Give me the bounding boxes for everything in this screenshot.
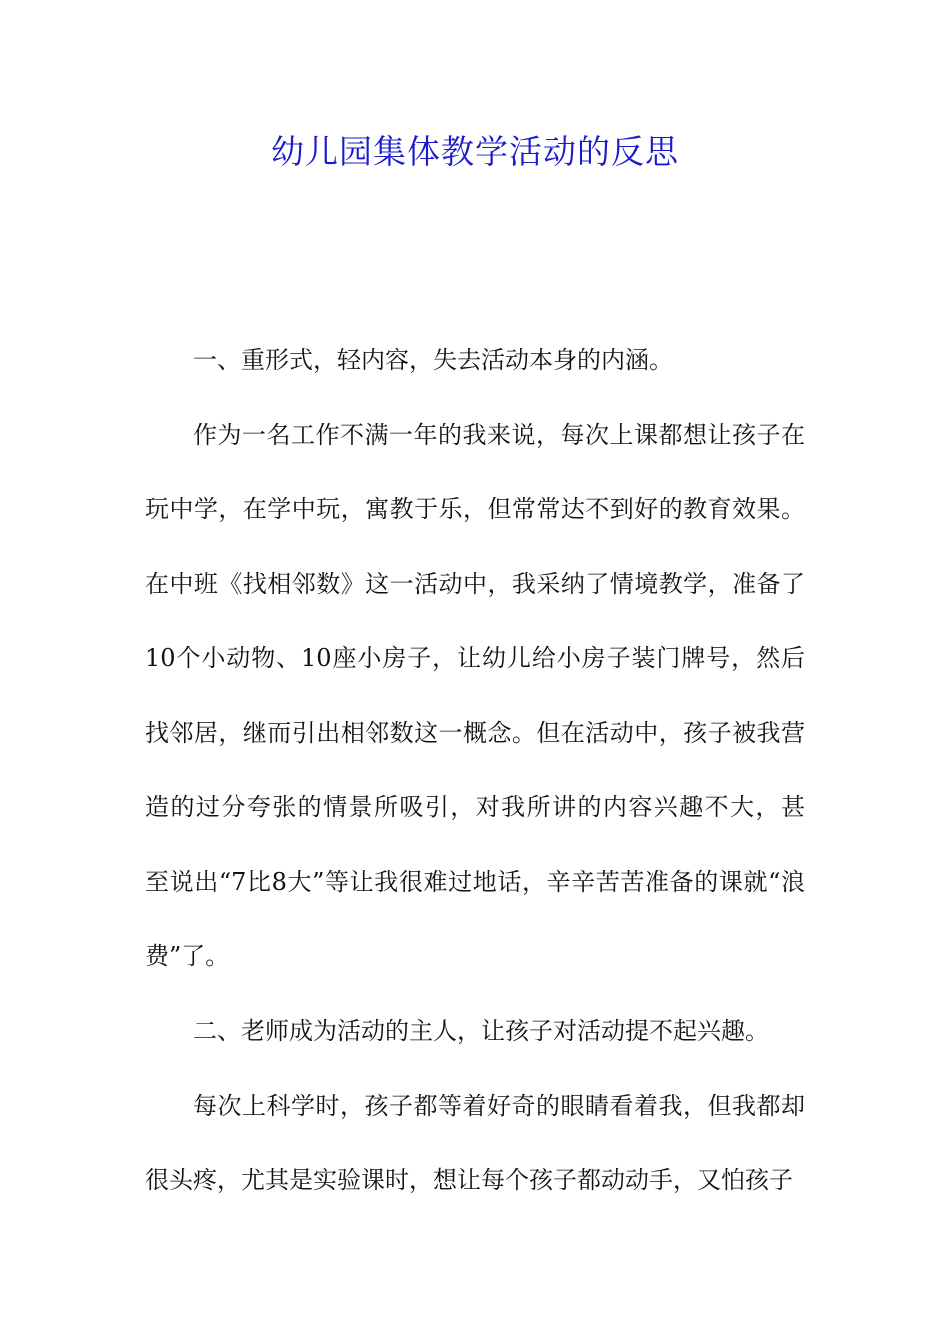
section-1-heading: 一、重形式，轻内容，失去活动本身的内涵。 [193, 346, 673, 374]
section-2-paragraph: 每次上科学时，孩子都等着好奇的眼睛看着我，但我都却很头疼，尤其是实验课时，想让每个孩子都动动手，又怕孩子 [145, 1091, 805, 1194]
section-2 [145, 994, 805, 1218]
section-2-heading: 二、老师成为活动的主人，让孩子对活动提不起兴趣。 [193, 1017, 769, 1045]
section-1 [145, 323, 829, 994]
section-1-paragraph: 作为一名工作不满一年的我来说，每次上课都想让孩子在玩中学，在学中玩，寓教于乐，但常常达不到好的教育效果。在中班《找相邻数》这一活动中，我采纳了情境教学，准备了10个小动物、10座小房子，让幼儿给小房子装门牌号，然后找邻居，继而引出相邻数这一概念。但在活动中，孩子被我营造的过分夸张的情景所吸引，对我所讲的内容兴趣不大，甚 至说出“7比8大”等让我很难过地话，辛辛苦苦准备的课就“浪费”了。 [145, 420, 829, 970]
document-title: 幼儿园集体教学活动的反思 [271, 132, 679, 171]
